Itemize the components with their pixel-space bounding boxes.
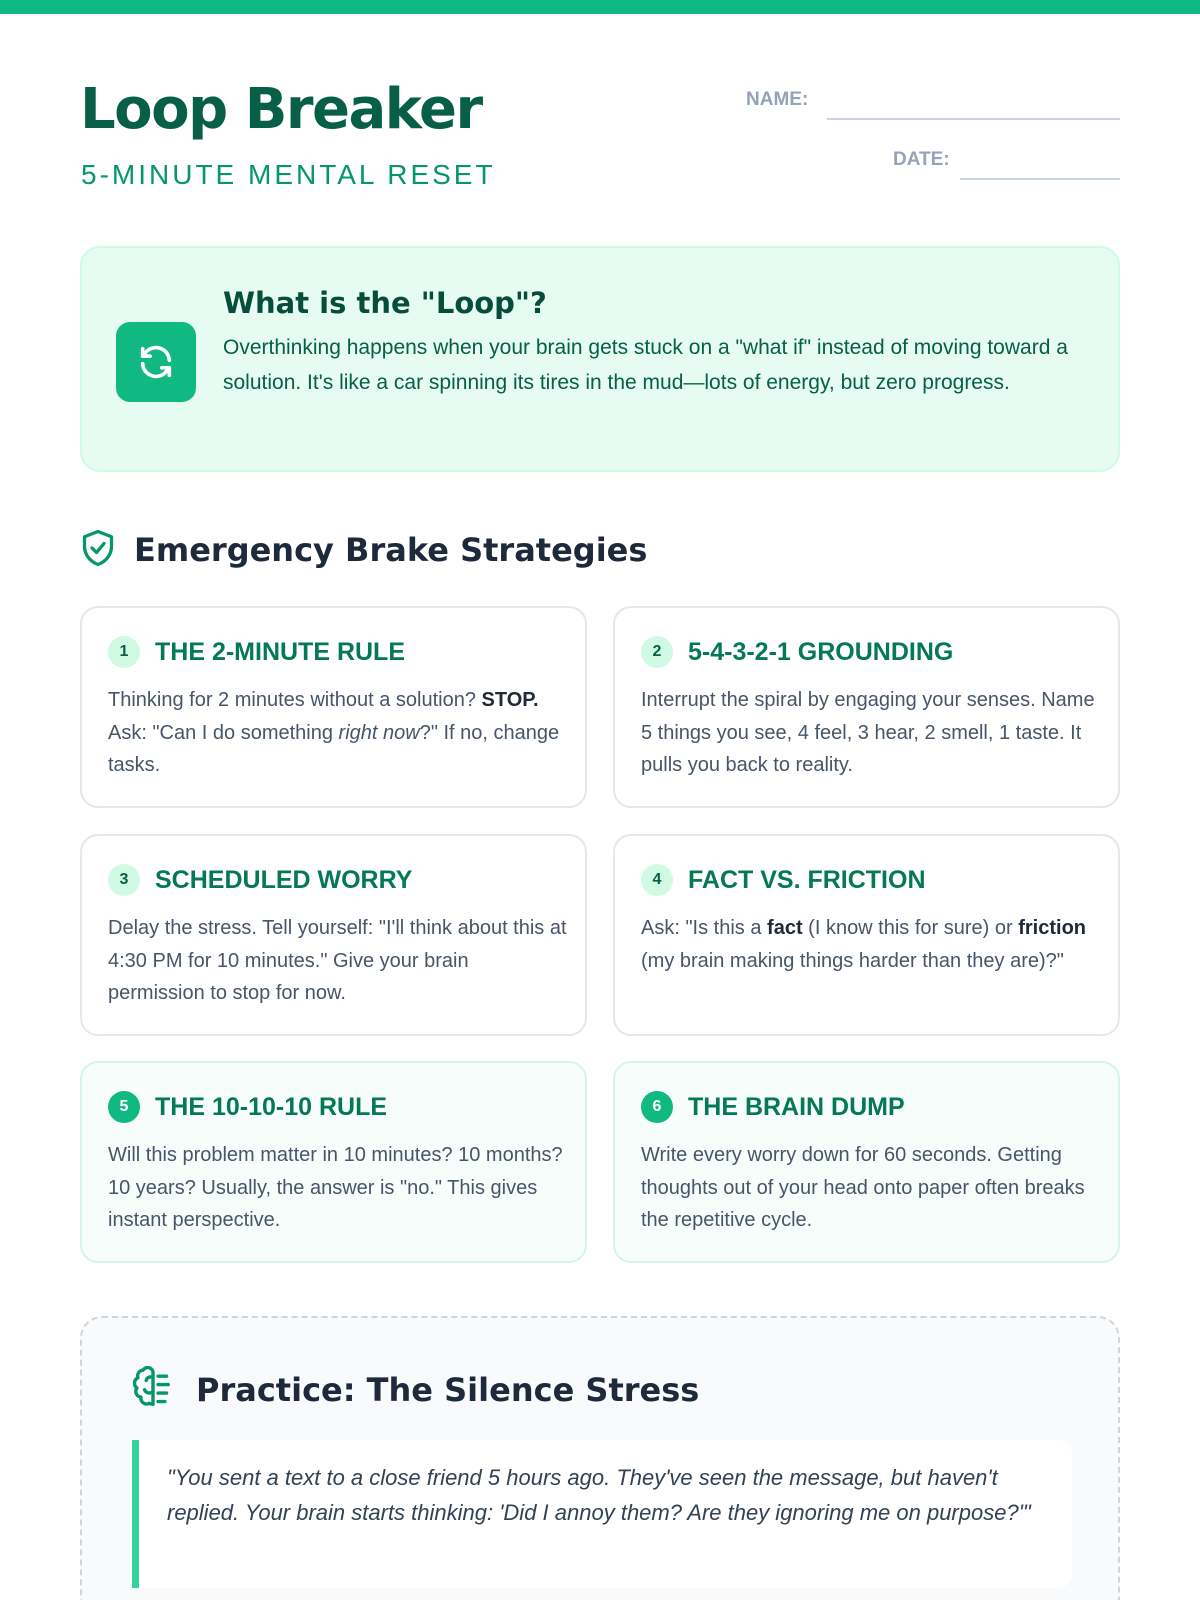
card-number: 2 bbox=[641, 636, 673, 668]
card-number: 5 bbox=[108, 1091, 140, 1123]
brain-icon bbox=[132, 1366, 174, 1415]
scenario-quote bbox=[132, 1440, 1072, 1588]
intro-text: Overthinking happens when your brain gets stuck on a "what if" instead of moving toward a solution. It's like a car spinning its tires in the mud—lots of energy, but zero progress. bbox=[223, 336, 1068, 394]
date-field[interactable] bbox=[960, 178, 1120, 180]
name-field[interactable] bbox=[827, 118, 1120, 120]
card-text: Ask: "Is this a fact (I know this for sure) or friction (my brain making things harder than they are)?" bbox=[641, 917, 1087, 972]
scenario-quote-text: "You sent a text to a close friend 5 hours ago. They've seen the message, but haven't replied. Your brain starts thinking: 'Did I annoy them? Are they ignoring me on purpose?'" bbox=[167, 1465, 1031, 1525]
card-title: SCHEDULED WORRY bbox=[155, 866, 413, 894]
date-label: DATE: bbox=[893, 149, 950, 170]
practice-header bbox=[132, 1366, 699, 1414]
card-title: THE 10-10-10 RULE bbox=[155, 1093, 388, 1121]
page-subtitle: 5-MINUTE MENTAL RESET bbox=[81, 159, 496, 190]
practice-heading: Practice: The Silence Stress bbox=[196, 1371, 700, 1409]
refresh-icon bbox=[116, 322, 196, 402]
card-number: 4 bbox=[641, 864, 673, 896]
card-title: FACT VS. FRICTION bbox=[688, 866, 926, 894]
intro-heading: What is the "Loop"? bbox=[223, 286, 547, 320]
card-number: 3 bbox=[108, 864, 140, 896]
card-number: 6 bbox=[641, 1091, 673, 1123]
card-text: Thinking for 2 minutes without a solution? STOP. Ask: "Can I do something right now?" If no, change tasks. bbox=[108, 689, 560, 776]
page-title: Loop Breaker bbox=[80, 77, 482, 142]
strategy-card-1 bbox=[80, 606, 587, 808]
card-title: THE 2-MINUTE RULE bbox=[155, 638, 405, 666]
card-text: Will this problem matter in 10 minutes? 10 months? 10 years? Usually, the answer is "no." This gives instant perspective. bbox=[108, 1144, 563, 1231]
strategy-card-2 bbox=[613, 606, 1120, 808]
shield-check-icon bbox=[80, 528, 116, 573]
card-text: Delay the stress. Tell yourself: "I'll think about this at 4:30 PM for 10 minutes." Give your brain permission to stop for now. bbox=[108, 917, 567, 1004]
strategies-heading: Emergency Brake Strategies bbox=[134, 531, 648, 569]
card-title: THE BRAIN DUMP bbox=[688, 1093, 905, 1121]
card-text: Write every worry down for 60 seconds. Getting thoughts out of your head onto paper often breaks the repetitive cycle. bbox=[641, 1144, 1085, 1231]
strategy-card-5 bbox=[80, 1061, 587, 1263]
strategy-card-4 bbox=[613, 834, 1120, 1036]
strategy-card-6 bbox=[613, 1061, 1120, 1263]
strategies-header bbox=[80, 528, 647, 572]
top-accent-bar bbox=[0, 0, 1200, 14]
intro-box bbox=[80, 246, 1120, 472]
name-label: NAME: bbox=[746, 89, 809, 110]
strategy-card-3 bbox=[80, 834, 587, 1036]
card-number: 1 bbox=[108, 636, 140, 668]
card-text: Interrupt the spiral by engaging your senses. Name 5 things you see, 4 feel, 3 hear, 2 smell, 1 taste. It pulls you back to reality. bbox=[641, 689, 1095, 776]
practice-section bbox=[80, 1316, 1120, 1600]
card-title: 5-4-3-2-1 GROUNDING bbox=[688, 638, 954, 666]
